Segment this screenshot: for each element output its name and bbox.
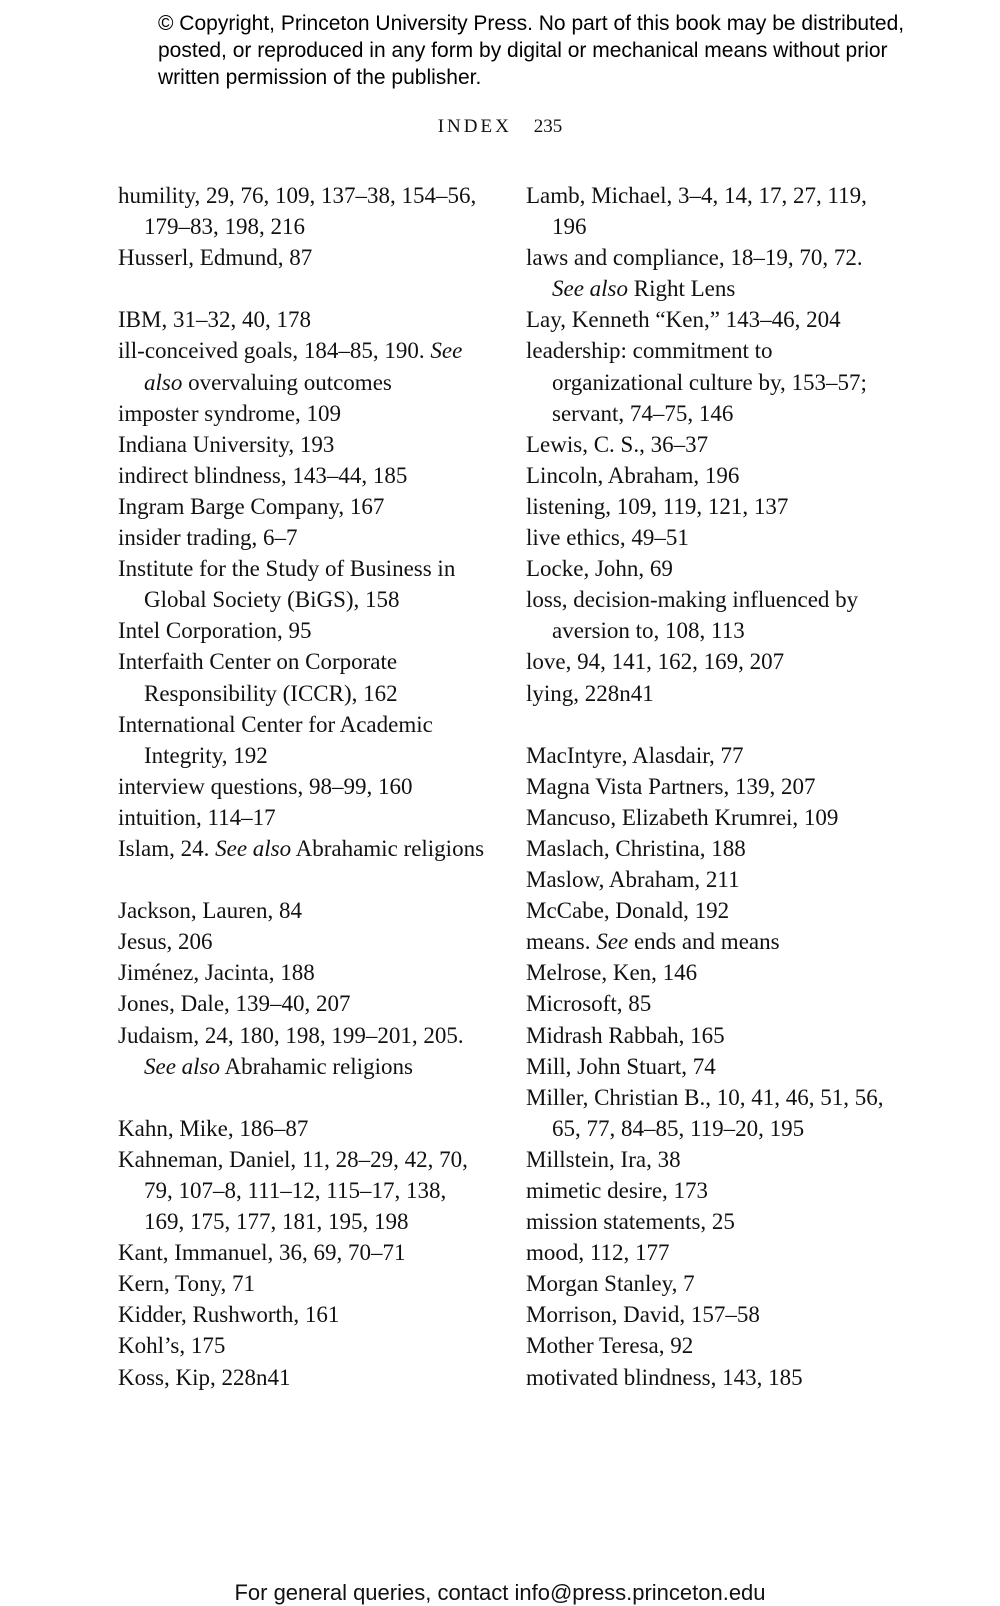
index-entry	[118, 709, 488, 771]
index-entry-text: Locke, John, 69	[526, 556, 673, 582]
index-entry-text: insider trading, 6–7	[118, 525, 298, 551]
index-entry-text: Kahn, Mike, 186–87	[118, 1115, 309, 1141]
index-entry-text: Kahneman, Daniel, 11, 28–29, 42, 70, 79, 107–8, 111–12, 115–17, 138, 169, 175, 177, 181, 195, 198	[118, 1146, 468, 1235]
index-entry	[118, 1268, 488, 1299]
index-entry-text: Melrose, Ken, 146	[526, 960, 698, 986]
index-entry-text: Mother Teresa, 92	[526, 1333, 694, 1359]
index-entry	[526, 1175, 896, 1206]
index-entry	[526, 1020, 896, 1051]
index-entry	[118, 646, 488, 708]
index-entry	[526, 833, 896, 864]
index-entry-text: leadership: commitment to organizational culture by, 153–57; servant, 74–75, 146	[526, 338, 867, 426]
index-entry-text: Jiménez, Jacinta, 188	[118, 960, 315, 986]
index-entry	[118, 1330, 488, 1361]
index-entry	[118, 460, 488, 491]
index-entry	[526, 646, 896, 677]
index-entry-text: live ethics, 49–51	[526, 525, 689, 551]
index-entry-text: Maslach, Christina, 188	[526, 835, 746, 861]
page-number: 235	[533, 116, 563, 137]
index-entry-text: Kant, Immanuel, 36, 69, 70–71	[118, 1240, 406, 1266]
see-also-target: Abrahamic religions	[224, 1053, 413, 1079]
index-entry	[526, 1362, 896, 1393]
index-entry-text: Lay, Kenneth “Ken,” 143–46, 204	[526, 307, 841, 333]
index-entry	[526, 740, 896, 771]
index-entry-text: mimetic desire, 173	[526, 1178, 709, 1203]
index-entry	[526, 1051, 896, 1082]
index-entry-text: mood, 112, 177	[526, 1240, 670, 1266]
index-entry	[118, 1237, 488, 1268]
index-entry	[526, 1144, 896, 1175]
index-entry-text: Islam, 24.	[118, 835, 210, 861]
index-entry-text: Ingram Barge Company, 167	[118, 493, 385, 519]
index-entry	[526, 460, 896, 491]
index-entry	[526, 957, 896, 988]
index-entry	[118, 771, 488, 802]
index-entry-text: Intel Corporation, 95	[118, 618, 312, 644]
index-entry	[118, 802, 488, 833]
index-entry-text: listening, 109, 119, 121, 137	[526, 493, 789, 519]
index-entry	[118, 988, 488, 1019]
index-entry	[118, 1362, 488, 1393]
index-entry-text: Microsoft, 85	[526, 991, 652, 1017]
see-also-label: See also	[552, 276, 629, 302]
index-entry	[526, 242, 896, 304]
index-entry-text: Midrash Rabbah, 165	[526, 1022, 725, 1048]
index-entry-text: Mill, John Stuart, 74	[526, 1053, 716, 1079]
index-entry-text: Indiana University, 193	[118, 431, 335, 457]
see-also-label: See also	[144, 338, 463, 395]
index-entry-text: Kern, Tony, 71	[118, 1271, 256, 1297]
index-entry	[526, 491, 896, 522]
index-entry	[118, 895, 488, 926]
index-entry	[526, 1206, 896, 1237]
index-entry	[118, 1144, 488, 1237]
index-entry-text: imposter syndrome, 109	[118, 400, 341, 426]
see-also-label: See	[596, 929, 629, 955]
footer-contact: For general queries, contact info@press.princeton.edu	[234, 1580, 766, 1605]
index-entry-text: Morrison, David, 157–58	[526, 1302, 760, 1328]
index-entry	[526, 678, 896, 709]
index-entry-text: Miller, Christian B., 10, 41, 46, 51, 56, 65, 77, 84–85, 119–20, 195	[526, 1084, 884, 1141]
index-entry-text: means.	[526, 929, 591, 955]
index-entry-text: Judaism, 24, 180, 198, 199–201, 205.	[118, 1022, 464, 1048]
letter-group-gap	[118, 273, 488, 304]
index-entry	[526, 553, 896, 584]
index-entry	[526, 1299, 896, 1330]
index-column-left	[118, 180, 488, 1393]
index-entry	[118, 429, 488, 460]
see-also-label: See also	[215, 835, 292, 861]
index-entry	[118, 180, 488, 242]
index-entry	[118, 335, 488, 397]
index-entry	[118, 615, 488, 646]
index-entry-text: Husserl, Edmund, 87	[118, 245, 313, 271]
see-also-target: overvaluing outcomes	[188, 369, 392, 395]
letter-group-gap	[118, 864, 488, 895]
index-entry	[118, 833, 488, 864]
see-also-target: Abrahamic religions	[295, 835, 485, 861]
index-entry	[526, 1268, 896, 1299]
index-entry-text: Kidder, Rushworth, 161	[118, 1302, 340, 1328]
index-entry	[526, 1330, 896, 1361]
index-entry-text: Kohl’s, 175	[118, 1333, 226, 1359]
index-entry-text: laws and compliance, 18–19, 70, 72.	[526, 245, 863, 271]
letter-group-gap	[118, 1082, 488, 1113]
index-entry-text: Millstein, Ira, 38	[526, 1146, 681, 1172]
running-head	[0, 116, 1000, 138]
index-entry	[118, 242, 488, 273]
index-entry	[526, 522, 896, 553]
index-entry-text: Lincoln, Abraham, 196	[526, 462, 740, 488]
index-entry-text: MacIntyre, Alasdair, 77	[526, 742, 744, 768]
index-entry	[526, 180, 896, 242]
index-entry-text: mission statements, 25	[526, 1209, 735, 1235]
index-entry-text: interview questions, 98–99, 160	[118, 773, 413, 799]
index-entry	[118, 1020, 488, 1082]
index-entry	[118, 398, 488, 429]
index-entry	[526, 1237, 896, 1268]
see-also-target: ends and means	[633, 929, 780, 955]
index-entry	[526, 584, 896, 646]
index-entry	[526, 802, 896, 833]
index-entry-text: Interfaith Center on Corporate Responsibility (ICCR), 162	[118, 649, 398, 706]
index-entry-text: loss, decision-making influenced by aversion to, 108, 113	[526, 587, 859, 644]
index-entry-text: Lewis, C. S., 36–37	[526, 431, 709, 457]
index-entry-text: McCabe, Donald, 192	[526, 898, 730, 924]
index-entry-text: Jesus, 206	[118, 929, 213, 955]
index-entry-text: IBM, 31–32, 40, 178	[118, 307, 311, 333]
index-entry	[118, 553, 488, 615]
index-entry-text: Institute for the Study of Business in Global Society (BiGS), 158	[118, 556, 456, 613]
index-entry	[526, 988, 896, 1019]
index-entry-text: motivated blindness, 143, 185	[526, 1364, 803, 1390]
index-entry	[526, 335, 896, 428]
index-entry	[526, 895, 896, 926]
index-entry	[526, 864, 896, 895]
index-entry	[526, 304, 896, 335]
index-entry	[526, 771, 896, 802]
see-also-label: See also	[144, 1053, 221, 1079]
index-entry-text: Magna Vista Partners, 139, 207	[526, 773, 816, 799]
letter-group-gap	[526, 709, 896, 740]
index-entry	[118, 522, 488, 553]
index-entry-text: Lamb, Michael, 3–4, 14, 17, 27, 119, 196	[526, 183, 867, 240]
index-entry-text: Mancuso, Elizabeth Krumrei, 109	[526, 804, 839, 830]
index-entry-text: ill-conceived goals, 184–85, 190.	[118, 338, 425, 364]
index-entry	[118, 1299, 488, 1330]
index-entry-text: love, 94, 141, 162, 169, 207	[526, 649, 785, 675]
running-head-title: INDEX	[437, 116, 512, 137]
index-entry	[118, 957, 488, 988]
index-entry	[118, 1113, 488, 1144]
index-entry-text: International Center for Academic Integrity, 192	[118, 711, 433, 768]
index-entry-text: Jackson, Lauren, 84	[118, 898, 302, 924]
index-entry-text: Jones, Dale, 139–40, 207	[118, 991, 351, 1017]
index-column-right	[526, 180, 896, 1393]
index-entry	[118, 491, 488, 522]
index-entry	[526, 429, 896, 460]
index-entry	[526, 926, 896, 957]
index-entry-text: lying, 228n41	[526, 680, 654, 706]
index-entry	[118, 926, 488, 957]
see-also-target: Right Lens	[633, 276, 736, 302]
index-entry-text: Morgan Stanley, 7	[526, 1271, 695, 1297]
index-entry-text: Koss, Kip, 228n41	[118, 1364, 291, 1390]
index-entry	[118, 304, 488, 335]
index-entry-text: indirect blindness, 143–44, 185	[118, 462, 408, 488]
copyright-notice: © Copyright, Princeton University Press. No part of this book may be distributed, posted, or reproduced in any form by digital or mechanical means without prior written permission of the publisher.	[158, 12, 905, 89]
index-entry-text: intuition, 114–17	[118, 804, 276, 830]
index-entry-text: Maslow, Abraham, 211	[526, 867, 740, 893]
index-entry-text: humility, 29, 76, 109, 137–38, 154–56, 179–83, 198, 216	[118, 183, 477, 240]
index-entry	[526, 1082, 896, 1144]
